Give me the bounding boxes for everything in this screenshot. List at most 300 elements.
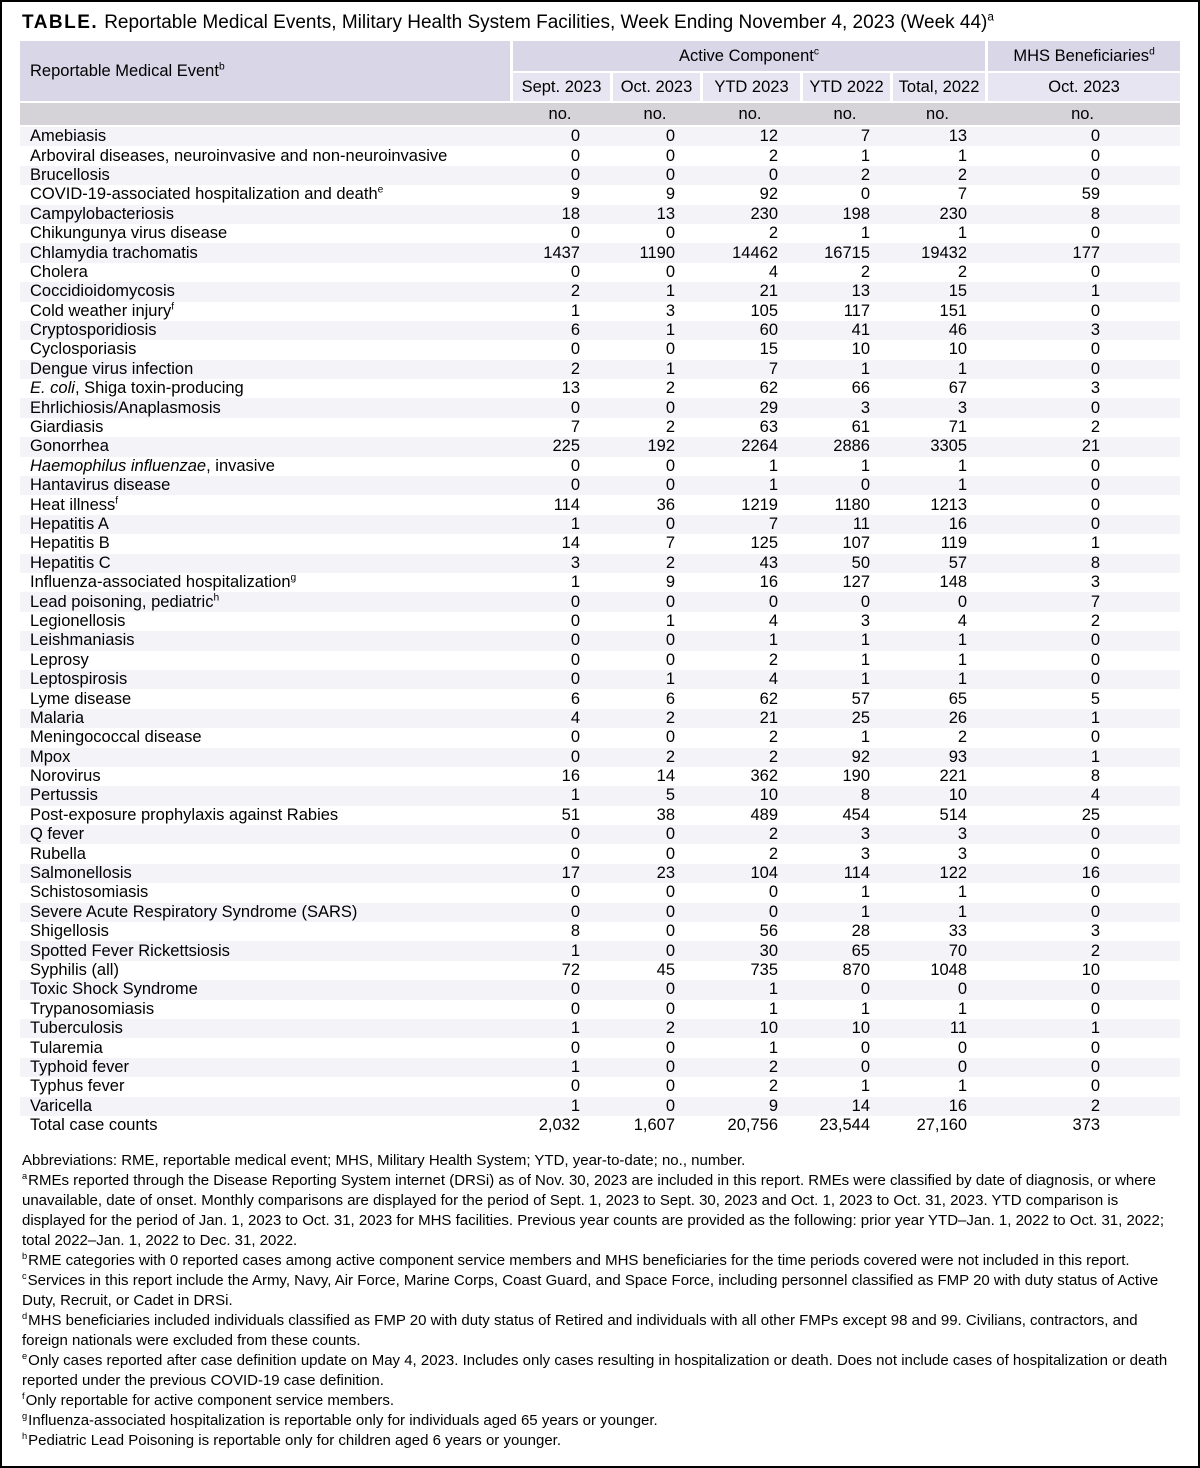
value-cell: 0 (860, 592, 870, 611)
value-cell: 2 (957, 165, 968, 184)
value-cell: 2264 (741, 437, 778, 456)
value-cell: 0 (570, 999, 580, 1018)
mhs-beneficiaries-footnote-marker: d (1149, 46, 1155, 57)
value-cell: 1 (570, 301, 580, 320)
value-cell: 0 (570, 224, 580, 243)
disease-name-cell: Mpox (30, 747, 71, 766)
disease-name-cell: Pertussis (30, 786, 98, 805)
value-cell: 0 (1090, 165, 1101, 184)
value-cell: 0 (570, 728, 580, 747)
value-cell: 0 (570, 165, 580, 184)
disease-name-cell: Lead poisoning, pediatric$^h$ (30, 592, 220, 611)
value-cell: 3 (957, 844, 968, 863)
row-footnote-marker: f (171, 301, 175, 313)
value-cell: 2 (768, 1057, 778, 1076)
disease-name-cell: Influenza-associated hospitalization$^g$ (30, 572, 297, 592)
disease-name-cell: Coccidioidomycosis (30, 282, 175, 301)
disease-name-cell: Chikungunya virus disease (30, 224, 228, 243)
value-cell: 0 (1090, 999, 1101, 1018)
value-cell: 1 (665, 359, 675, 378)
value-cell: 2 (665, 379, 675, 398)
table-row (20, 748, 1180, 767)
value-cell: 10 (851, 1019, 870, 1038)
value-cell: 9 (768, 1096, 778, 1115)
value-cell: 20,756 (727, 1116, 778, 1135)
table-row (20, 224, 1180, 243)
value-cell: 45 (656, 960, 675, 979)
value-cell: 0 (1090, 670, 1101, 689)
value-cell: 489 (750, 805, 778, 824)
value-cell: 3 (570, 553, 580, 572)
value-cell: 25 (851, 708, 870, 727)
value-cell: 1,607 (633, 1116, 675, 1135)
table-row (20, 825, 1180, 844)
column-header: Sept. 2023 (510, 71, 610, 101)
value-cell: 3 (860, 844, 870, 863)
value-cell: 1 (570, 515, 580, 533)
value-cell: 0 (665, 146, 675, 165)
value-cell: 14462 (732, 243, 778, 262)
disease-name-cell: COVID-19-associated hospitalization and death$^e$ (30, 185, 384, 204)
group-header-row (20, 41, 1180, 71)
value-cell: 10 (1081, 960, 1101, 979)
value-cell: 21 (1081, 437, 1101, 456)
table-body (20, 127, 1180, 1135)
value-cell: 1 (957, 456, 968, 475)
value-cell: 2 (1090, 418, 1101, 437)
value-cell: 16 (948, 1096, 968, 1115)
value-cell: 2 (768, 224, 778, 243)
value-cell: 1 (957, 902, 968, 921)
value-cell: 2 (1090, 1096, 1101, 1115)
value-cell: 1 (570, 1019, 580, 1038)
value-cell: 72 (561, 960, 580, 979)
disease-name-cell: Arboviral diseases, neuroinvasive and non-neuroinvasive (30, 146, 448, 165)
value-cell: 0 (665, 592, 675, 611)
value-cell: 14 (656, 767, 675, 786)
value-cell: 66 (851, 379, 870, 398)
table-title-text: Reportable Medical Events, Military Health System Facilities, Week Ending November 4, 2023 (Week 44) (104, 12, 988, 33)
row-footnote-marker: f (115, 495, 119, 507)
disease-name-cell: Hepatitis B (30, 534, 110, 553)
value-cell: 0 (665, 922, 675, 941)
value-cell: 0 (768, 165, 778, 184)
value-cell: 1 (570, 786, 580, 805)
value-cell: 67 (948, 379, 968, 398)
disease-name-cell: Q fever (30, 825, 85, 844)
value-cell: 4 (768, 611, 778, 630)
value-cell: 0 (1090, 980, 1101, 999)
value-cell: 0 (860, 1057, 870, 1076)
value-cell: 1 (957, 146, 968, 165)
table-row (20, 651, 1180, 670)
value-cell: 3 (860, 398, 870, 417)
value-cell: 2886 (833, 437, 870, 456)
table-title (2, 2, 1198, 41)
value-cell: 0 (665, 1096, 675, 1115)
value-cell: 93 (948, 747, 968, 766)
italic-species-name: Haemophilus influenzae (30, 456, 207, 475)
value-cell: 50 (851, 553, 870, 572)
footnote-c: $^c$Services in this report include the Army, Navy, Air Force, Marine Corps, Coast Guard, and Space Force, including personnel classified as FMP 20 with duty status of Active Duty, Recruit, or Cadet in DRSi. (22, 1271, 1159, 1310)
value-cell: 16 (561, 767, 580, 786)
footnote-h: $^h$Pediatric Lead Poisoning is reportable only for children aged 6 years or younger. (22, 1431, 561, 1450)
value-cell: 0 (665, 1077, 675, 1096)
table-row (20, 922, 1180, 941)
italic-species-name: E. coli (30, 379, 75, 398)
value-cell: 0 (1090, 728, 1101, 747)
footnote-list (22, 1171, 1180, 1451)
row-header-label: Reportable Medical Event (30, 61, 219, 80)
unit-label-cell: no. (700, 101, 800, 127)
value-cell: 1 (1090, 282, 1101, 301)
table-row (20, 398, 1180, 417)
table-row (20, 592, 1180, 611)
table-row (20, 263, 1180, 282)
disease-name-cell: Shigellosis (30, 922, 109, 941)
disease-name-cell: Leishmaniasis (30, 631, 135, 650)
value-cell: 0 (1090, 825, 1101, 844)
disease-name-cell: E. coli, Shiga toxin-producing (30, 379, 244, 398)
footnote-a: $^a$RMEs reported through the Disease Reporting System internet (DRSi) as of Nov. 30, 2023 are included in this report. RMEs were classified by date of diagnosis, or where unavailable, date of onset. Monthly comparisons are displayed for the period of Sept. 1, 2023 to Sept. 30, 2023 and Oct. 1, 2023 to Oct. 31, 2023. YTD comparison is displayed for the period of Jan. 1, 2023 to Oct. 31, 2023 for MHS facilities. Previous year counts are provided as the following: prior year YTD–Jan. 1, 2022 to Oct. 31, 2022; total 2022–Jan. 1, 2022 to Dec. 31, 2022. (22, 1171, 1165, 1250)
value-cell: 15 (948, 282, 968, 301)
disease-name-cell: Severe Acute Respiratory Syndrome (SARS) (30, 902, 358, 921)
value-cell: 1 (768, 1038, 778, 1057)
disease-name-cell: Tularemia (30, 1038, 103, 1057)
column-header: YTD 2022 (800, 71, 890, 101)
table-row (20, 146, 1180, 165)
value-cell: 151 (939, 301, 968, 320)
table-row (20, 903, 1180, 922)
value-cell: 61 (851, 418, 870, 437)
value-cell: 1 (957, 650, 968, 669)
value-cell: 2 (768, 650, 778, 669)
value-cell: 1 (768, 476, 778, 495)
table-title-footnote-marker: a (987, 10, 994, 24)
value-cell: 1 (570, 1096, 580, 1115)
value-cell: 1 (860, 631, 870, 650)
value-cell: 0 (570, 825, 580, 844)
value-cell: 16 (759, 573, 778, 592)
value-cell: 23 (656, 864, 675, 883)
value-cell: 7 (1090, 592, 1101, 611)
value-cell: 104 (750, 864, 778, 883)
value-cell: 29 (759, 398, 778, 417)
value-cell: 1 (860, 883, 870, 902)
table-row (20, 476, 1180, 495)
value-cell: 0 (957, 1038, 968, 1057)
value-cell: 41 (851, 321, 870, 340)
value-cell: 17 (561, 864, 580, 883)
value-cell: 6 (570, 321, 580, 340)
value-cell: 0 (1090, 262, 1101, 281)
value-cell: 0 (665, 1038, 675, 1057)
value-cell: 2 (768, 146, 778, 165)
value-cell: 2 (570, 359, 580, 378)
value-cell: 28 (851, 922, 870, 941)
footnote-e: $^e$Only cases reported after case definition update on May 4, 2023. Includes only cases resulting in hospitalization or death. Does not include cases of hospitalization or death reported under the previous COVID-19 case definition. (22, 1351, 1168, 1390)
value-cell: 8 (1090, 204, 1101, 223)
value-cell: 57 (948, 553, 968, 572)
value-cell: 10 (851, 340, 870, 359)
value-cell: 0 (1090, 902, 1101, 921)
value-cell: 0 (570, 1038, 580, 1057)
value-cell: 57 (851, 689, 870, 708)
value-cell: 14 (561, 534, 580, 553)
value-cell: 0 (665, 476, 675, 495)
disease-name-cell: Cyclosporiasis (30, 340, 137, 359)
value-cell: 0 (1090, 631, 1101, 650)
value-cell: 65 (851, 941, 870, 960)
value-cell: 1 (860, 146, 870, 165)
value-cell: 0 (957, 592, 968, 611)
value-cell: 5 (1090, 689, 1101, 708)
disease-name-cell: Heat illness$^f$ (30, 495, 119, 514)
value-cell: 3305 (930, 437, 968, 456)
value-cell: 105 (750, 301, 778, 320)
column-header: Oct. 2023 (985, 71, 1180, 101)
value-cell: 230 (750, 204, 778, 223)
value-cell: 1 (768, 456, 778, 475)
table-row (20, 243, 1180, 262)
footnotes-section (22, 1151, 1180, 1451)
table-row (20, 573, 1180, 592)
value-cell: 4 (768, 670, 778, 689)
table-row (20, 728, 1180, 747)
value-cell: 13 (656, 204, 675, 223)
value-cell: 0 (570, 980, 580, 999)
row-footnote-marker: g (290, 572, 297, 584)
value-cell: 46 (948, 321, 968, 340)
value-cell: 1213 (930, 495, 968, 514)
disease-name-cell: Campylobacteriosis (30, 204, 174, 223)
value-cell: 117 (843, 301, 870, 320)
disease-name-cell: Total case counts (30, 1116, 158, 1135)
value-cell: 1 (860, 1077, 870, 1096)
value-cell: 9 (570, 185, 580, 204)
disease-name-cell: Toxic Shock Syndrome (30, 980, 198, 999)
value-cell: 0 (665, 127, 675, 146)
value-cell: 0 (860, 476, 870, 495)
value-cell: 1 (1090, 534, 1101, 553)
value-cell: 0 (665, 340, 675, 359)
value-cell: 2 (860, 165, 870, 184)
value-cell: 0 (1090, 495, 1101, 514)
value-cell: 6 (570, 689, 580, 708)
value-cell: 0 (768, 592, 778, 611)
footnote-b: $^b$RME categories with 0 reported cases among active component service members and MHS beneficiaries for the time periods covered were not included in this report. (22, 1251, 1130, 1270)
value-cell: 0 (1090, 883, 1101, 902)
value-cell: 0 (570, 631, 580, 650)
value-cell: 0 (1090, 340, 1101, 359)
table-row (20, 282, 1180, 301)
value-cell: 0 (1090, 650, 1101, 669)
mhs-beneficiaries-group-header (985, 41, 1180, 71)
table-row (20, 1000, 1180, 1019)
value-cell: 0 (1090, 127, 1101, 146)
value-cell: 0 (570, 650, 580, 669)
value-cell: 36 (656, 495, 675, 514)
value-cell: 16 (1081, 864, 1101, 883)
table-row (20, 205, 1180, 224)
disease-name-cell: Syphilis (all) (30, 960, 119, 979)
table-row (20, 418, 1180, 437)
value-cell: 0 (570, 146, 580, 165)
table-row (20, 1058, 1180, 1077)
value-cell: 4 (957, 611, 968, 630)
value-cell: 0 (665, 262, 675, 281)
value-cell: 2 (570, 282, 580, 301)
value-cell: 3 (1090, 922, 1101, 941)
value-cell: 2 (665, 708, 675, 727)
value-cell: 122 (939, 864, 968, 883)
value-cell: 70 (948, 941, 968, 960)
value-cell: 0 (665, 883, 675, 902)
value-cell: 16715 (824, 243, 870, 262)
value-cell: 0 (1090, 359, 1101, 378)
value-cell: 0 (1090, 301, 1101, 320)
footnote-marker: h (22, 1431, 28, 1442)
value-cell: 51 (561, 805, 580, 824)
value-cell: 1 (860, 670, 870, 689)
value-cell: 1 (957, 1077, 968, 1096)
disease-name-cell: Dengue virus infection (30, 359, 194, 378)
value-cell: 1 (860, 728, 870, 747)
unit-label-cell: no. (985, 101, 1180, 127)
column-header: YTD 2023 (700, 71, 800, 101)
value-cell: 0 (665, 902, 675, 921)
row-header-cell (20, 41, 510, 101)
table-row (20, 806, 1180, 825)
table-row (20, 457, 1180, 476)
value-cell: 0 (1090, 456, 1101, 475)
disease-name-cell: Giardiasis (30, 418, 104, 437)
value-cell: 56 (759, 922, 778, 941)
value-cell: 1 (1090, 1019, 1101, 1038)
value-cell: 60 (759, 321, 778, 340)
table-row (20, 1097, 1180, 1116)
disease-name-cell: Amebiasis (30, 127, 107, 146)
table-row (20, 1077, 1180, 1096)
value-cell: 221 (939, 767, 968, 786)
value-cell: 1 (860, 359, 870, 378)
value-cell: 0 (570, 611, 580, 630)
table-row (20, 612, 1180, 631)
disease-name-cell: Cold weather injury$^f$ (30, 301, 175, 320)
value-cell: 1 (768, 980, 778, 999)
table-row (20, 185, 1180, 204)
value-cell: 18 (561, 204, 580, 223)
table-row (20, 786, 1180, 805)
value-cell: 27,160 (916, 1116, 968, 1135)
value-cell: 2 (768, 844, 778, 863)
total-row (20, 1116, 1180, 1135)
value-cell: 373 (1072, 1116, 1101, 1135)
value-cell: 0 (665, 1057, 675, 1076)
value-cell: 0 (570, 262, 580, 281)
row-footnote-marker: h (213, 592, 220, 604)
table-row (20, 321, 1180, 340)
value-cell: 26 (948, 708, 968, 727)
table-row (20, 941, 1180, 960)
value-cell: 1 (860, 456, 870, 475)
value-cell: 16 (948, 515, 968, 533)
value-cell: 10 (948, 340, 968, 359)
value-cell: 0 (665, 825, 675, 844)
value-cell: 13 (948, 127, 968, 146)
value-cell: 59 (1081, 185, 1101, 204)
value-cell: 38 (656, 805, 675, 824)
value-cell: 1 (860, 902, 870, 921)
value-cell: 3 (860, 611, 870, 630)
column-header: Total, 2022 (890, 71, 985, 101)
value-cell: 0 (1090, 224, 1101, 243)
table-row (20, 1038, 1180, 1057)
value-cell: 1 (570, 941, 580, 960)
reportable-medical-events-table (20, 41, 1180, 1135)
disease-name-cell: Malaria (30, 708, 85, 727)
value-cell: 1 (768, 631, 778, 650)
value-cell: 33 (948, 922, 968, 941)
disease-name-cell: Ehrlichiosis/Anaplasmosis (30, 398, 221, 417)
value-cell: 0 (570, 592, 580, 611)
value-cell: 1180 (834, 495, 870, 514)
table-row (20, 689, 1180, 708)
value-cell: 3 (1090, 321, 1101, 340)
value-cell: 125 (750, 534, 778, 553)
table-row (20, 379, 1180, 398)
value-cell: 5 (665, 786, 675, 805)
value-cell: 0 (665, 941, 675, 960)
table-header (20, 41, 1180, 127)
footnote-marker: b (22, 1251, 28, 1262)
disease-name-cell: Cryptosporidiosis (30, 321, 157, 340)
table-row (20, 437, 1180, 456)
value-cell: 2,032 (538, 1116, 580, 1135)
value-cell: 7 (860, 127, 870, 146)
value-cell: 10 (759, 786, 778, 805)
value-cell: 30 (759, 941, 778, 960)
value-cell: 1 (860, 999, 870, 1018)
value-cell: 1 (860, 224, 870, 243)
value-cell: 1190 (639, 243, 675, 262)
table-row (20, 515, 1180, 534)
value-cell: 0 (570, 127, 580, 146)
value-cell: 3 (957, 825, 968, 844)
value-cell: 0 (665, 165, 675, 184)
disease-name-cell: Trypanosomiasis (30, 999, 155, 1018)
value-cell: 0 (665, 224, 675, 243)
value-cell: 1 (665, 321, 675, 340)
value-cell: 1 (768, 999, 778, 1018)
value-cell: 19432 (921, 243, 968, 262)
table-row (20, 495, 1180, 514)
disease-name-cell: Hantavirus disease (30, 476, 171, 495)
value-cell: 230 (939, 204, 968, 223)
value-cell: 62 (759, 689, 778, 708)
value-cell: 225 (552, 437, 580, 456)
value-cell: 71 (948, 418, 968, 437)
value-cell: 3 (1090, 573, 1101, 592)
disease-name-cell: Brucellosis (30, 165, 110, 184)
table-title-prefix: TABLE. (22, 12, 99, 33)
value-cell: 177 (1072, 243, 1101, 262)
value-cell: 10 (948, 786, 968, 805)
unit-row (20, 101, 1180, 127)
table-row (20, 127, 1180, 146)
value-cell: 190 (842, 767, 870, 786)
value-cell: 2 (768, 728, 778, 747)
